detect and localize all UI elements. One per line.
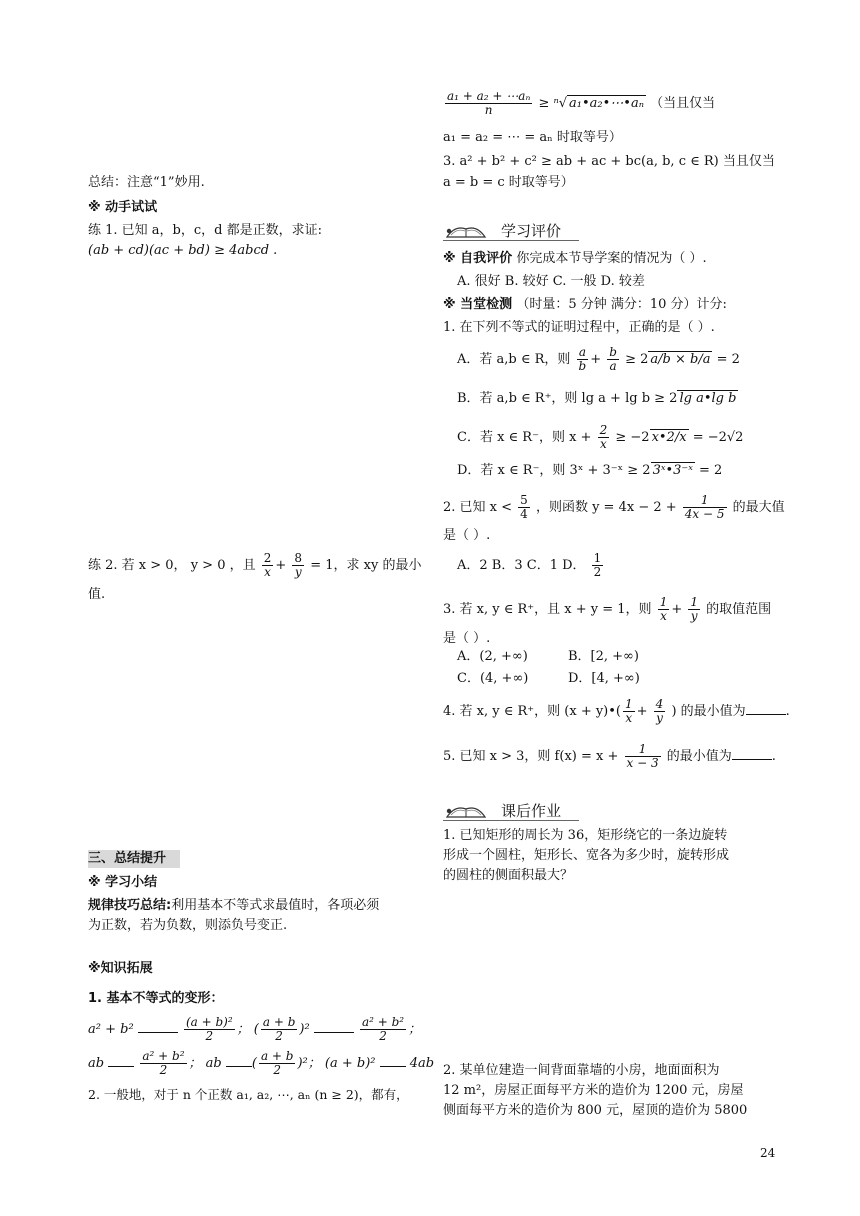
answer-blank <box>314 1020 354 1033</box>
fraction <box>518 494 530 521</box>
amgm-inequality <box>443 90 715 117</box>
fraction <box>598 424 610 451</box>
answer-blank <box>732 747 772 760</box>
summary-note: 总结：注意“1”妙用. <box>88 175 205 190</box>
k1-row1: a² + b² $\frac{\text{(a + b)²}}{2}$ ； ( $\frac{a + b}{2}$ )² $\frac{\text{a² + b²}}{2}$ ； <box>88 1015 422 1043</box>
fraction <box>445 90 532 117</box>
page-number: 24 <box>760 1146 776 1160</box>
fraction <box>140 1050 186 1077</box>
q3-option-b: B．[2, +∞) <box>568 649 639 664</box>
homework-1-line2: 形成一个圆柱，矩形长、宽各为多少时，旋转形成 <box>443 848 730 863</box>
k1c-left: ab <box>88 1056 105 1071</box>
question-1-option-d <box>457 462 722 480</box>
test-text: （时量：5 分钟 满分：10 分）计分: <box>516 297 727 312</box>
frac-den: b <box>578 359 587 373</box>
homework-1-line1: 1. 已知矩形的周长为 36，矩形绕它的一条边旋转 <box>443 828 728 843</box>
frac-num: 1 <box>690 595 698 609</box>
study-summary: ※ 学习小结 <box>88 875 158 890</box>
question-3-line2: 是（ ）. <box>443 631 491 646</box>
rule-text-2: 为正数，若为负数，则添负号变正. <box>88 918 288 933</box>
radicand: a₁•a₂•⋯•aₙ <box>569 96 644 111</box>
q5-post: 的最小值为 <box>666 749 732 764</box>
option-b: B．若 a,b ∈ R⁺，则 lg a + lg b ≥ 2 <box>457 391 678 406</box>
option-c-pre: C．若 x ∈ R⁻，则 x + <box>457 430 592 445</box>
frac-den: a <box>609 359 617 373</box>
exercise-2-post: = 1，求 xy 的最小 <box>310 558 422 573</box>
k1a-left: a² + b² <box>88 1022 134 1037</box>
section-3-title: 三、总结提升 <box>88 851 167 866</box>
k1-row2: ab $\frac{\text{a² + b²}}{2}$ ； ab ( $\frac{a + b}{2}$ )²； (a + b)² 4ab <box>88 1049 435 1077</box>
question-1-option-b <box>457 390 738 408</box>
frac-num: 4 <box>655 697 664 711</box>
frac-num: 1 <box>625 697 633 711</box>
self-eval-options: A. 很好 B. 较好 C. 一般 D. 较差 <box>457 274 645 289</box>
option-d-post: = 2 <box>699 463 723 478</box>
knowledge-heading: ※知识拓展 <box>88 961 153 976</box>
frac-num: 1 <box>683 494 727 508</box>
frac-num: 1 <box>659 595 668 609</box>
frac-num: (a + b)² <box>185 1015 233 1029</box>
frac-den: 2 <box>205 1029 214 1043</box>
exercise-1-formula: (ab + cd)(ac + bd) ≥ 4abcd . <box>88 243 278 258</box>
answer-blank <box>746 702 786 715</box>
heading-label: 学习评价 <box>501 222 562 240</box>
question-2-line2: 是（ ）. <box>443 528 491 543</box>
item-3-line2: a = b = c 时取等号） <box>443 175 574 190</box>
item-3: 3. a² + b² + c² ≥ ab + ac + bc(a, b, c ∈ R) 当且仅当 <box>443 154 775 169</box>
heading-rule <box>443 820 579 821</box>
option-c-post: = −2√2 <box>692 430 744 445</box>
k2-line: 2. 一般地，对于 n 个正数 a₁, a₂, ⋯, aₙ (n ≥ 2)，都有， <box>88 1087 409 1102</box>
question-3: 3. 若 x, y ∈ R⁺，且 x + y = 1，则 $\frac{1}{x}$ + $\frac{1}{y}$ 的取值范围 <box>443 595 772 623</box>
fraction <box>658 596 670 623</box>
frac-num: 1 <box>625 743 661 757</box>
question-5: 5. 已知 x > 3，则 f(x) = x + $\frac{1}{x - 3}$ 的最小值为 . <box>443 742 776 770</box>
frac-num: a² + b² <box>361 1015 405 1029</box>
option-d: D．若 x ∈ R⁻，则 3ˣ + 3⁻ˣ ≥ 2 <box>457 463 651 478</box>
option-a-post: = 2 <box>716 352 740 367</box>
frac-den: 2 <box>159 1063 168 1077</box>
frac-num: a² + b² <box>142 1049 185 1063</box>
frac-den: y <box>656 711 663 725</box>
answer-blank <box>108 1054 134 1067</box>
frac-num: 2 <box>599 423 608 437</box>
q3-option-d: D．[4, +∞) <box>568 671 640 686</box>
frac-num: 2 <box>263 551 272 565</box>
frac-num: 8 <box>294 551 303 565</box>
amgm-note: （当且仅当 <box>650 96 716 111</box>
frac-den: 2 <box>379 1029 387 1043</box>
radicand: 3ˣ•3⁻ˣ <box>652 463 693 478</box>
frac-num: a <box>577 346 589 360</box>
fraction <box>184 1016 235 1043</box>
exercise-1: 练 1. 已知 a，b，c，d 都是正数，求证: <box>88 223 322 238</box>
self-eval-label: ※ 自我评价 <box>443 251 513 266</box>
k1-title: 1. 基本不等式的变形： <box>88 991 224 1006</box>
option-c-mid: ≥ −2 <box>615 430 650 445</box>
eval-heading <box>443 219 579 241</box>
q3-post: 的取值范围 <box>706 602 772 617</box>
exercise-2-line2: 值. <box>88 587 106 602</box>
exercise-2-pre: 练 2. 若 x > 0， y > 0 ，且 <box>88 558 256 573</box>
fraction <box>683 494 727 521</box>
radicand: lg a•lg b <box>679 391 737 406</box>
exercise-2: 练 2. 若 x > 0， y > 0 ，且 $\frac{2}{x}$ + $\frac{8}{y}$ = 1，求 xy 的最小 <box>88 551 422 579</box>
self-eval-text: 你完成本节导学案的情况为（ ）. <box>516 251 707 266</box>
q4-post: ) 的最小值为 <box>671 704 746 719</box>
homework-2-line3: 侧面每平方米的造价为 800 元，屋顶的造价为 5800 <box>443 1103 748 1118</box>
k1e-left: (a + b)² <box>324 1056 376 1071</box>
homework-2-line2: 12 m²，房屋正面每平方米的造价为 1200 元，房屋 <box>443 1083 744 1098</box>
fraction <box>577 346 589 373</box>
frac-num: 5 <box>520 493 528 507</box>
frac-den: 2 <box>273 1063 282 1077</box>
frac-num: a + b <box>262 1015 296 1029</box>
rule-label: 规律技巧总结: <box>88 898 172 913</box>
frac-num: 1 <box>593 551 602 565</box>
frac-den: 4x − 5 <box>684 507 725 521</box>
option-a-mid: ≥ 2 <box>625 352 649 367</box>
frac-den: x <box>600 437 607 451</box>
homework-heading <box>443 799 579 821</box>
frac-den: x <box>625 711 633 725</box>
answer-blank <box>138 1020 178 1033</box>
test-heading <box>443 296 727 314</box>
question-4: 4. 若 x, y ∈ R⁺，则 (x + y)•( $\frac{1}{x}$ + $\frac{4}{y}$ ) 的最小值为 . <box>443 697 790 725</box>
homework-2-line1: 2. 某单位建造一间背面靠墙的小房，地面面积为 <box>443 1063 720 1078</box>
frac-den: x <box>660 609 667 623</box>
k1d-left: ab <box>205 1056 222 1071</box>
fraction <box>261 1016 298 1043</box>
frac-den: 2 <box>275 1029 283 1043</box>
frac-den: x <box>264 565 271 579</box>
fraction <box>654 698 666 725</box>
amgm-note-2: a₁ = a₂ = ⋯ = aₙ 时取等号） <box>443 130 622 145</box>
option-a-pre: A．若 a,b ∈ R，则 <box>457 352 571 367</box>
question-1-option-c <box>457 424 743 451</box>
homework-1-line3: 的圆柱的侧面积最大？ <box>443 868 574 883</box>
q3-option-a: A．(2, +∞) <box>457 649 528 664</box>
frac-den: y <box>690 609 698 623</box>
radicand: x•2/x <box>651 430 687 445</box>
fraction <box>360 1016 406 1043</box>
frac-den: n <box>484 103 493 117</box>
frac-den: 4 <box>520 507 528 521</box>
frac-den: y <box>294 565 302 579</box>
fraction <box>625 743 661 770</box>
q3-option-c: C．(4, +∞) <box>457 671 529 686</box>
frac-num: a + b <box>260 1049 294 1063</box>
question-2-options <box>457 552 605 579</box>
q2-mid: ，则函数 y = 4x − 2 + <box>535 500 677 515</box>
fraction <box>592 552 604 579</box>
frac-num: a₁ + a₂ + ⋯aₙ <box>447 89 531 103</box>
q2-options: A．2 B．3 C．1 D． <box>457 558 586 573</box>
self-eval <box>443 250 707 268</box>
amgm-rhs: ≥ ⁿ√ <box>538 96 568 111</box>
answer-blank <box>380 1054 406 1067</box>
heading-label: 课后作业 <box>501 802 562 820</box>
radicand: a/b × b/a <box>650 352 711 367</box>
try-heading: ※ 动手试试 <box>88 200 158 215</box>
question-2 <box>443 494 785 521</box>
fraction <box>262 552 274 579</box>
frac-den: x − 3 <box>626 756 659 770</box>
fraction <box>688 596 700 623</box>
question-1: 1. 在下列不等式的证明过程中，正确的是（ ）. <box>443 320 715 335</box>
book-icon <box>443 219 489 241</box>
fraction <box>623 698 635 725</box>
q2-post: 的最大值 <box>732 500 785 515</box>
question-1-option-a: A．若 a,b ∈ R，则 $\frac{a}{b}$ + $\frac{b}{a}$ ≥ 2 a/b × b/a = 2 <box>457 345 740 373</box>
rule-summary <box>88 897 379 915</box>
q5-pre: 5. 已知 x > 3，则 f(x) = x + <box>443 749 619 764</box>
q2-pre: 2. 已知 x < <box>443 500 513 515</box>
fraction <box>292 552 304 579</box>
q4-pre: 4. 若 x, y ∈ R⁺，则 (x + y)•( <box>443 704 621 719</box>
q3-pre: 3. 若 x, y ∈ R⁺，且 x + y = 1，则 <box>443 602 652 617</box>
heading-rule <box>443 240 579 241</box>
book-icon <box>443 799 489 821</box>
frac-num: b <box>609 345 617 359</box>
k1e-right: 4ab <box>409 1056 435 1071</box>
answer-blank <box>226 1054 252 1067</box>
test-label: ※ 当堂检测 <box>443 297 513 312</box>
frac-den: 2 <box>593 565 602 579</box>
rule-text: 利用基本不等式求最值时，各项必须 <box>171 898 380 913</box>
fraction <box>607 346 619 373</box>
fraction <box>259 1050 296 1077</box>
